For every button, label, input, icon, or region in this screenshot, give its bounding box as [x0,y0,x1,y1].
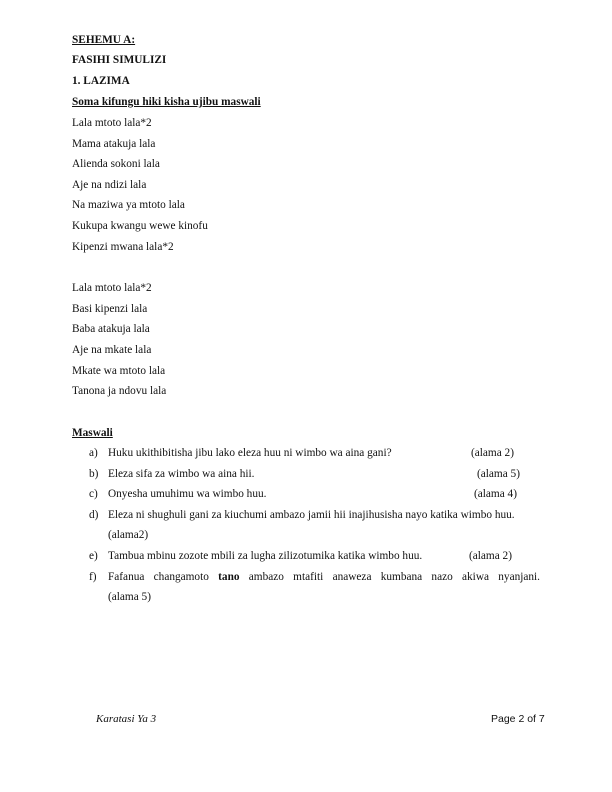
question-text: Fafanua changamoto tano ambazo mtafiti anaweza kumbana nazo akiwa nyanjani. [108,571,540,583]
section-heading: SEHEMU A: [72,34,136,46]
question-text: Huku ukithibitisha jibu lako eleza huu ni wimbo wa aina gani? [108,447,392,459]
question-marks: (alama 2) [471,447,514,459]
poem-line: Basi kipenzi lala [72,303,148,315]
instruction: Soma kifungu hiki kisha ujibu maswali [72,96,261,108]
question-label: d) [89,509,99,521]
question-label: c) [89,488,98,500]
question-text: Tambua mbinu zozote mbili za lugha zilizotumika katika wimbo huu. [108,550,423,562]
poem-line: Aje na mkate lala [72,344,152,356]
poem-line: Aje na ndizi lala [72,179,147,191]
question-text: Eleza ni shughuli gani za kiuchumi ambazo jamii hii inajihusisha nayo katika wimbo huu. [108,509,515,521]
question-marks: (alama 4) [474,488,517,500]
poem-line: Mama atakuja lala [72,138,156,150]
poem-line: Tanona ja ndovu lala [72,385,167,397]
subsection-heading: FASIHI SIMULIZI [72,54,167,66]
poem-line: Na maziwa ya mtoto lala [72,199,185,211]
question-label: f) [89,571,97,583]
poem-line: Alienda sokoni lala [72,158,160,170]
footer-page-number: Page 2 of 7 [491,713,545,725]
question-label: a) [89,447,98,459]
question-title: 1. LAZIMA [72,75,130,87]
poem-line: Lala mtoto lala*2 [72,282,152,294]
question-marks: (alama 2) [469,550,512,562]
poem-line: Lala mtoto lala*2 [72,117,152,129]
question-label: b) [89,468,99,480]
question-text: Onyesha umuhimu wa wimbo huu. [108,488,267,500]
question-label: e) [89,550,98,562]
question-marks: (alama2) [108,529,149,541]
emphasis-word: tano [218,571,240,583]
questions-heading: Maswali [72,427,113,439]
question-marks: (alama 5) [477,468,520,480]
question-text: Eleza sifa za wimbo wa aina hii. [108,468,255,480]
question-marks: (alama 5) [108,591,151,603]
poem-line: Kukupa kwangu wewe kinofu [72,220,208,232]
poem-line: Mkate wa mtoto lala [72,365,166,377]
poem-line: Kipenzi mwana lala*2 [72,241,174,253]
footer-paper-label: Karatasi Ya 3 [96,713,157,725]
poem-line: Baba atakuja lala [72,323,150,335]
